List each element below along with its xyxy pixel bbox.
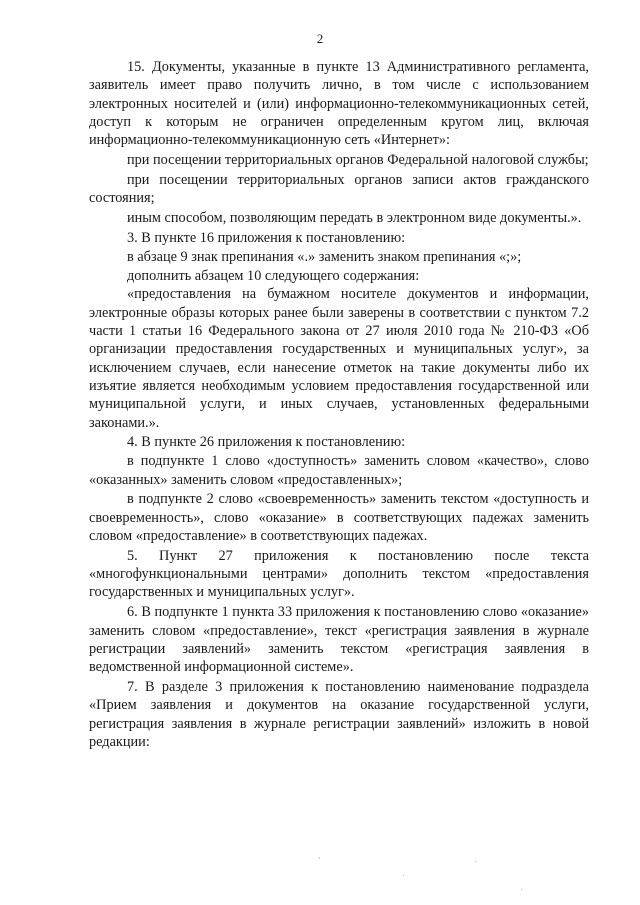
paragraph-subpoint-2: в подпункте 2 слово «своевременность» заменить текстом «доступность и своевременность», слово «оказание» в соответствующих падежах заменить словом «предоставление» в соответствующих падежах. — [89, 491, 589, 544]
paragraph-civil-registry: при посещении территориальных органов записи актов гражданского состояния; — [89, 171, 589, 207]
paragraph-abzac-10: дополнить абзацем 10 следующего содержания: — [127, 267, 420, 284]
paragraph-other-way: иным способом, позволяющим передать в электронном виде документы.». — [127, 210, 582, 227]
page-number: 2 — [316, 31, 324, 46]
scan-artifact: · — [520, 885, 524, 896]
paragraph-point-3: 3. В пункте 16 приложения к постановлению: — [127, 230, 406, 247]
scan-artifact: · — [402, 871, 406, 882]
paragraph-provision-quote: «предоставления на бумажном носителе документов и информации, электронные образы которых ранее были заверены в соответствии с пунктом 7.2 части 1 статьи 16 Федерального закона от 27 июля 2010 года № 210-ФЗ «Об организации предоставления государственных и муниципальных услуг», за исключением случаев, если нанесение отметок на такие документы либо их изъятие является необходимым условием предоставления государственной или муниципальной услуги, и иных случаев, установленных федеральными законами.». — [89, 286, 589, 431]
paragraph-point-4: 4. В пункте 26 приложения к постановлению: — [127, 434, 406, 451]
paragraph-point-5: 5. Пункт 27 приложения к постановлению после текста «многофункциональными центрами» дополнить текстом «предоставления государственных и муниципальных услуг». — [89, 547, 589, 601]
paragraph-item-15: 15. Документы, указанные в пункте 13 Административного регламента, заявитель имеет право получить лично, в том числе с использованием электронных носителей и (или) информационно-телекоммуникационных сетей, доступ к которым не ограничен определенным кругом лиц, включая информационно-телекоммуникационную сеть «Интернет»: — [89, 59, 589, 149]
document-body — [89, 58, 589, 753]
paragraph-subpoint-1: в подпункте 1 слово «доступность» заменить словом «качество», слово «оказанных» заменить словом «предоставленных»; — [89, 453, 589, 488]
scan-artifact: · — [474, 857, 478, 868]
paragraph-point-7: 7. В разделе 3 приложения к постановлению наименование подраздела «Прием заявления и документов на оказание государственной услуги, регистрация заявления в журнале регистрации заявлений» изложить в новой редакции: — [89, 679, 589, 751]
paragraph-abzac-9: в абзаце 9 знак препинания «.» заменить знаком препинания «;»; — [127, 248, 522, 265]
paragraph-tax-service: при посещении территориальных органов Федеральной налоговой службы; — [127, 152, 589, 169]
scan-artifact: , — [318, 850, 321, 861]
paragraph-point-6: 6. В подпункте 1 пункта 33 приложения к постановлению слово «оказание» заменить словом «предоставление», текст «регистрация заявления в журнале регистрации заявлений» заменить текстом «регистрация заявления в ведомственной информационной системе». — [89, 604, 589, 676]
